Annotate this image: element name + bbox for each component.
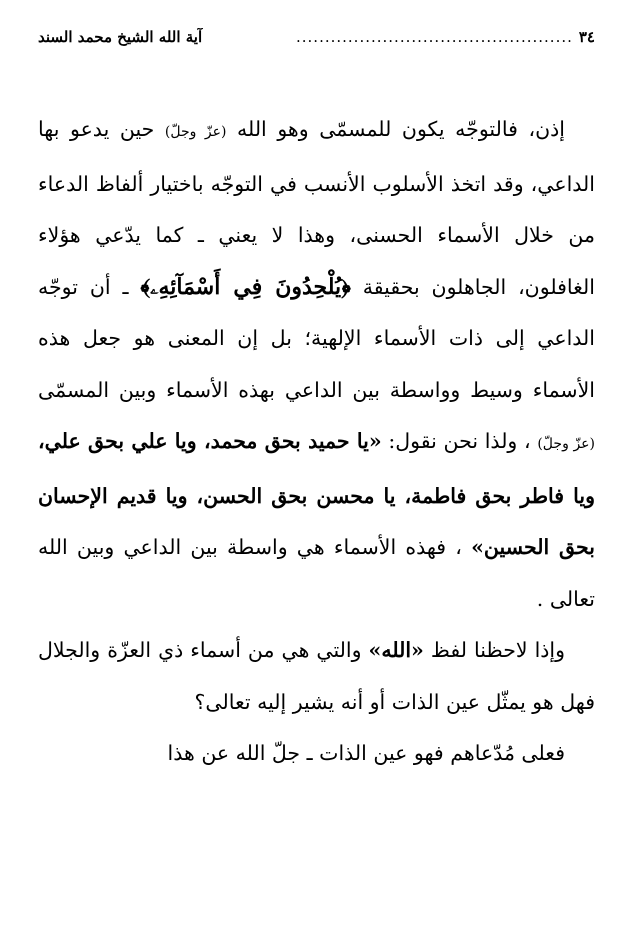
paragraph-2-text-a: وإذا لاحظنا لفظ (423, 638, 565, 662)
quoted-word-allah: «الله» (368, 638, 424, 662)
page-number: ٣٤ (578, 28, 595, 46)
page-body (38, 104, 595, 780)
header-dot-leader: ................................................ (296, 28, 573, 46)
paragraph-1 (38, 104, 595, 625)
paragraph-2-text-b: والتي هي من أسماء ذي العزّة والجلال فهل هو يمثّل عين الذات أو أنه يشير إليه تعالى؟ (38, 638, 595, 714)
honorific-1: (عزّ وجلّ) (164, 124, 227, 140)
paragraph-3 (38, 728, 595, 780)
supplication-quote: «يا حميد بحق محمد، ويا علي بحق علي، ويا فاطر بحق فاطمة، يا محسن بحق الحسن، ويا قديم الإحسان بحق الحسين» (38, 429, 595, 559)
paragraph-1-text-e: ، فهذه الأسماء هي واسطة بين الداعي وبين الله تعالى . (38, 535, 595, 611)
honorific-2: (عزّ وجلّ) (537, 436, 595, 452)
paragraph-2 (38, 625, 595, 728)
paragraph-1-text-d: ، ولذا نحن نقول: (381, 429, 538, 453)
quran-verse: ﴿يُلْحِدُونَ فِي أَسْمَآئِهِۦ﴾ (140, 273, 351, 300)
paragraph-1-text-b: حين يدعو بها الداعي، وقد اتخذ الأسلوب الأنسب في التوجّه باختيار ألفاظ الدعاء من خلال الأسماء الحسنى، وهذا لا يعني ـ كما يدّعي هؤلاء الغافلون، الجاهلون بحقيقة (38, 117, 595, 299)
running-header (38, 28, 595, 54)
header-author-title: آية الله الشيخ محمد السند (38, 28, 203, 46)
paragraph-3-text: فعلى مُدّعاهم فهو عين الذات ـ جلّ الله عن هذا (167, 741, 565, 765)
paragraph-1-text-a: إذن، فالتوجّه يكون للمسمّى وهو الله (226, 117, 565, 141)
paragraph-1-text-c: ـ أن توجّه الداعي إلى ذات الأسماء الإلهية؛ بل إن المعنى هو جعل هذه الأسماء وسيط وواسطة بين الداعي بهذه الأسماء وبين المسمّى (38, 274, 595, 402)
